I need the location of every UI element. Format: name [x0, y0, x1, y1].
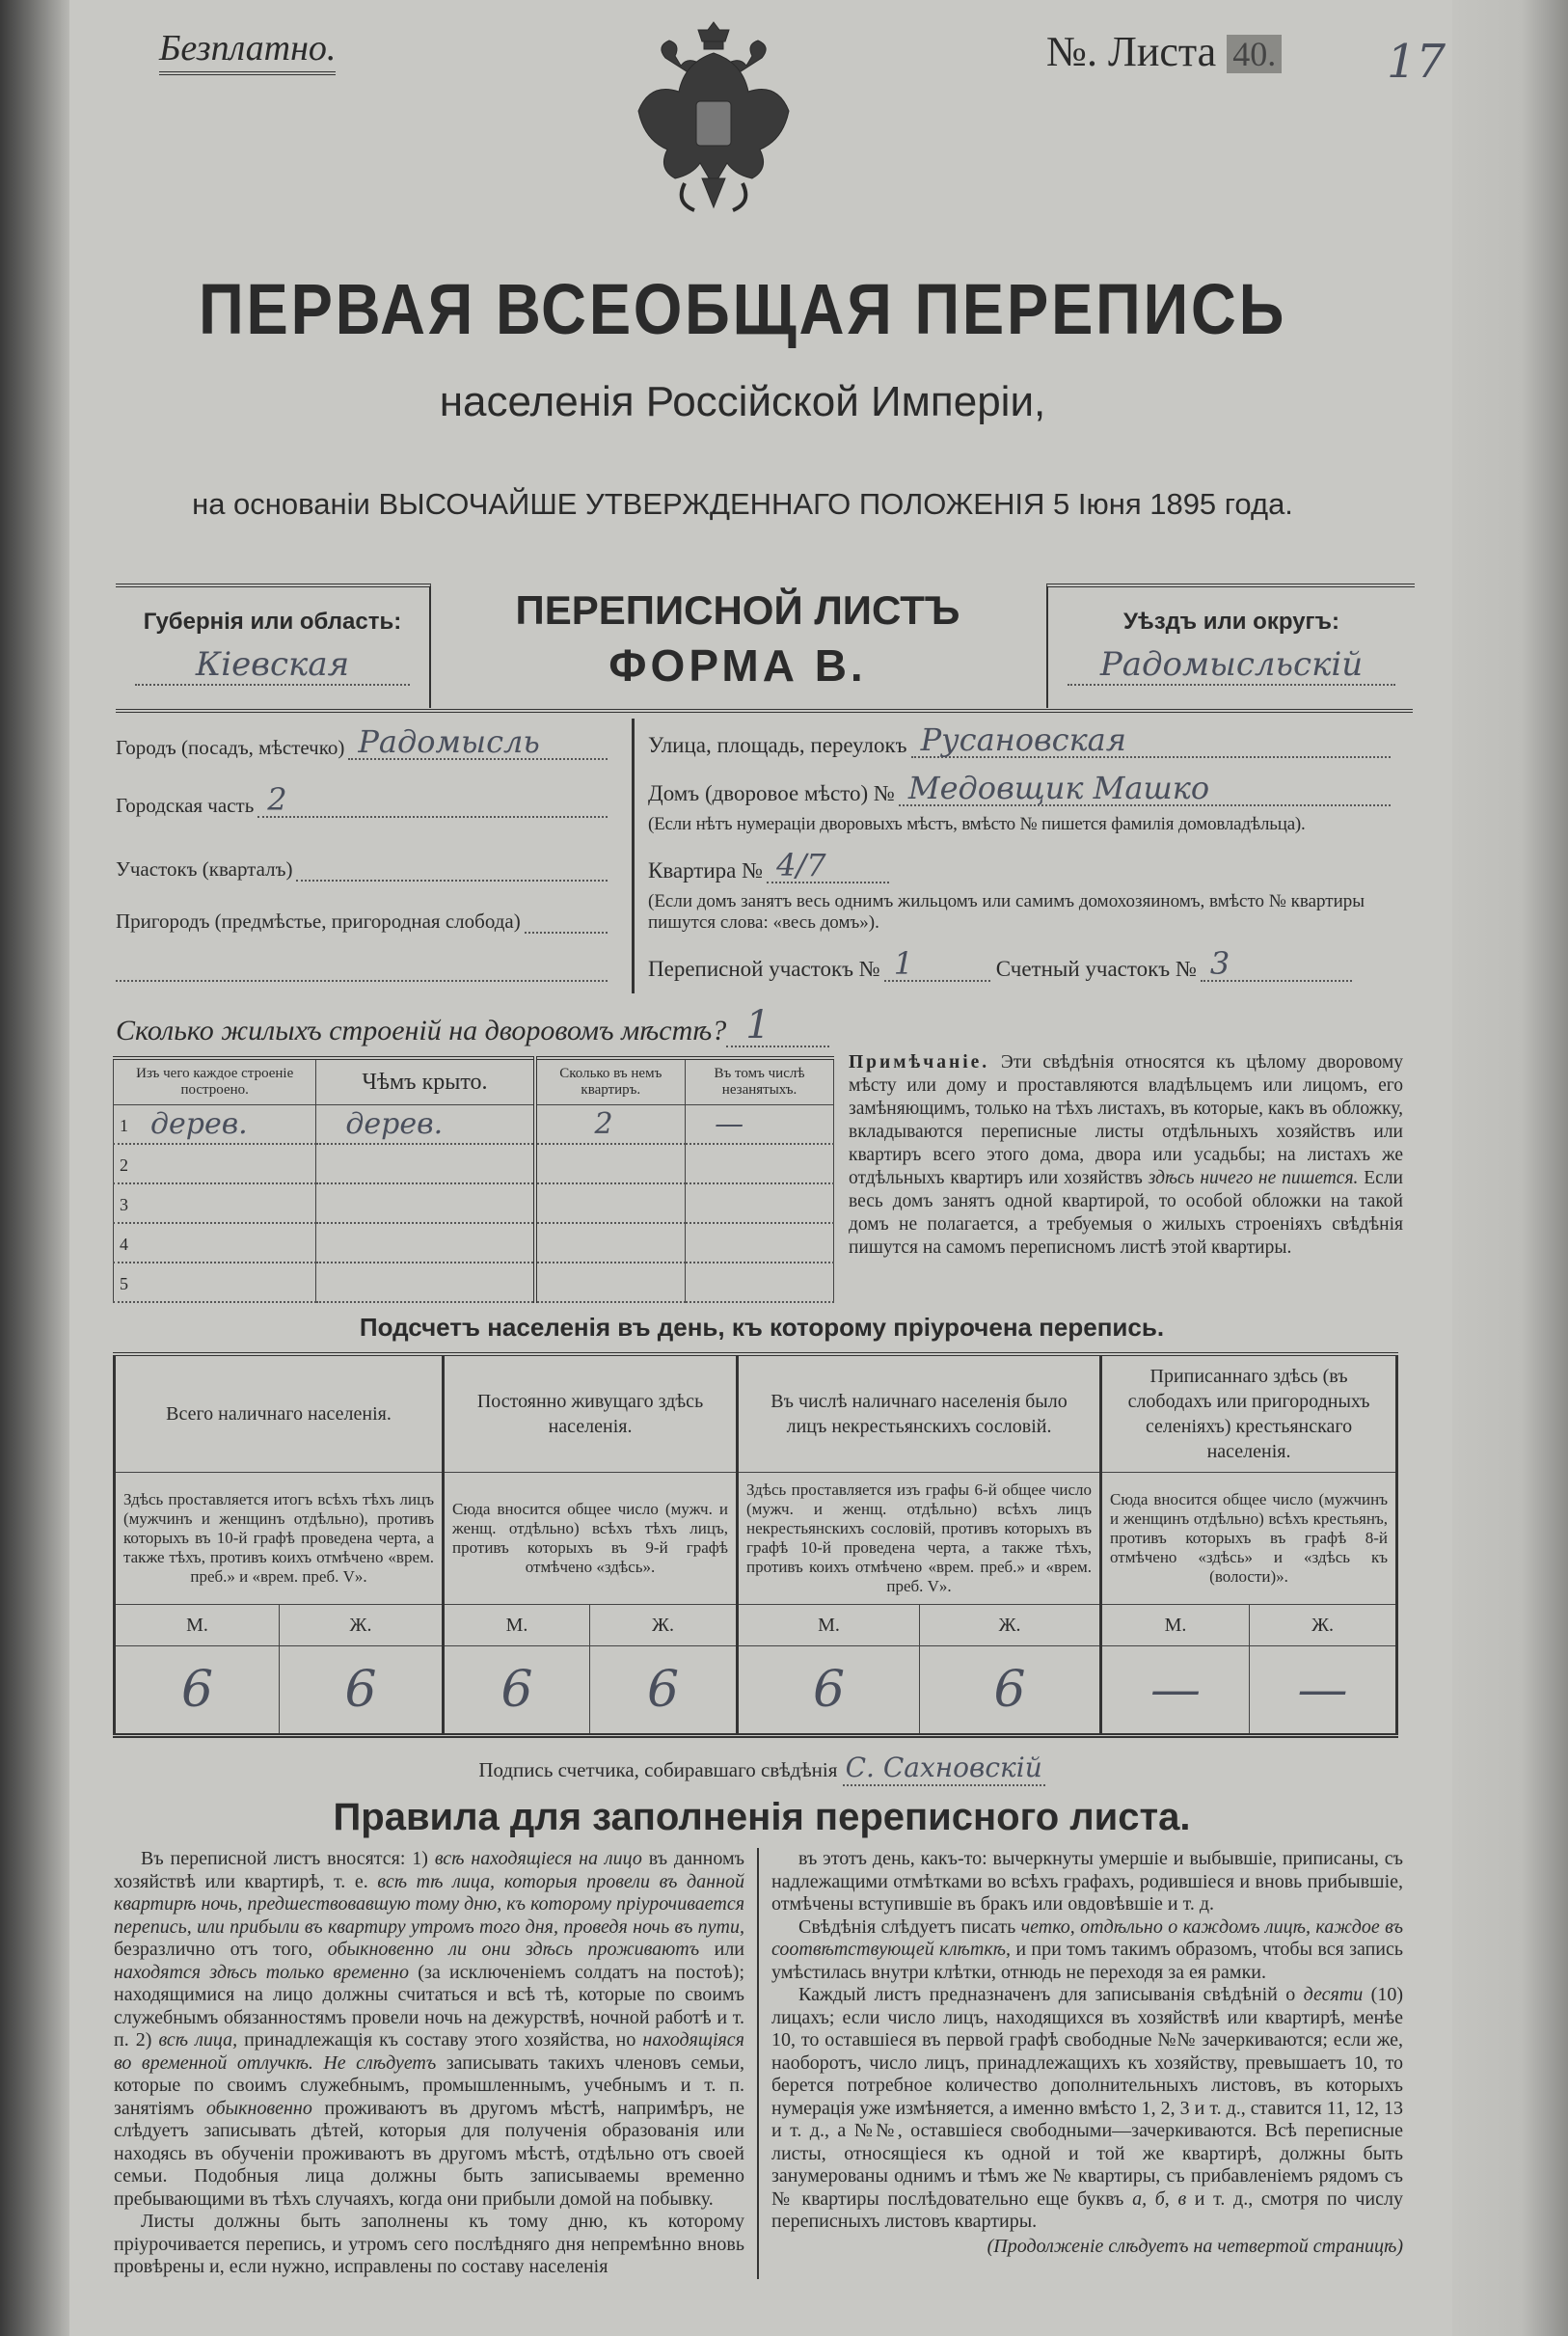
building-row [114, 1263, 834, 1302]
emphasized-text: здѣсь ничего не пишется. [1148, 1168, 1359, 1188]
apartment-field[interactable]: 4/7 [767, 849, 889, 883]
female-count-field[interactable]: 6 [920, 1646, 1101, 1736]
col-apartments: Сколько въ немъ квартиръ. [535, 1058, 686, 1105]
form-title: ПЕРЕПИСНОЙ ЛИСТЪ [515, 587, 960, 633]
text-segment: и т. д., смотря по числу переписныхъ листовъ квартиры. [771, 2187, 1403, 2232]
text-segment: въ этотъ день, какъ-то: вычеркнуты умершіе и выбывшіе, приписаны, съ надлежащими отмѣтками во всѣхъ графахъ, родившіеся и вновь прибывшіе, отмѣчены вступившіе въ бракъ или овдовѣвшіе и т. д. [771, 1848, 1403, 1915]
building-vacant-cell[interactable] [686, 1263, 834, 1302]
rules-paragraph [771, 1984, 1403, 2234]
building-material-cell[interactable] [114, 1263, 316, 1302]
building-material-cell[interactable] [114, 1105, 316, 1145]
suburb-field-continued[interactable] [116, 951, 608, 982]
buildings-count-field[interactable]: 1 [726, 1005, 829, 1047]
suburb-field[interactable] [525, 903, 608, 934]
male-header: М. [738, 1605, 920, 1646]
divider [116, 709, 1413, 713]
legal-basis: на основаніи ВЫСОЧАЙШЕ УТВЕРЖДЕННАГО ПОЛОЖЕНІЯ 5 Іюня 1895 года. [192, 487, 1293, 521]
text-segment: Листы должны быть заполнены къ тому дню, къ которому пріурочивается перепись, и утромъ сего послѣдняго дня непремѣнно вновь провѣрены и, если нужно, исправлены по составу населенія [114, 2211, 744, 2277]
signature-field[interactable]: С. Сахновскій [843, 1752, 1045, 1786]
suburb-row [116, 903, 608, 934]
group-description: Здѣсь проставляется итогъ всѣхъ тѣхъ лицъ (мужчинъ и женщинъ отдѣльно), противъ которыхъ въ 10-й графѣ проведена черта, а также тѣхъ, противъ коихъ отмѣчено «врем. преб.» и «врем. преб. V». [115, 1473, 444, 1605]
column-divider [632, 719, 635, 993]
sheet-number [1046, 27, 1282, 76]
row-number: 2 [120, 1155, 128, 1175]
census-district-label: Переписной участокъ № [648, 957, 880, 981]
city-part-field[interactable]: 2 [257, 783, 608, 818]
group-title: Приписаннаго здѣсь (въ слободахъ или пригородныхъ селеніяхъ) крестьянскаго населенія. [1101, 1354, 1397, 1473]
building-vacant-cell[interactable] [686, 1105, 834, 1145]
city-field[interactable]: Радомысль [348, 725, 608, 760]
female-count-field[interactable]: 6 [590, 1646, 738, 1736]
text-segment: Эти свѣдѣнія относятся къ цѣлому дворовому мѣсту или дому и проставляются владѣльцемъ или лицомъ, его замѣняющимъ, только на тѣхъ листахъ, въ которые, какъ въ обложку, вкладываются переписные листы отдѣльныхъ хозяйствъ или квартиръ всего этого дома, двора или усадьбы; на листахъ же отдѣльныхъ квартиръ или хозяйствъ [849, 1052, 1403, 1188]
page-title: ПЕРВАЯ ВСЕОБЩАЯ ПЕРЕПИСЬ [198, 269, 1287, 349]
rules-paragraph [771, 1916, 1403, 1985]
count-district-label: Счетный участокъ № [995, 957, 1197, 981]
female-header: Ж. [590, 1605, 738, 1646]
province-box [116, 584, 431, 708]
text-segment: (за исключеніемъ солдатъ на постоѣ); находящимися на лицо должны считаться и всѣ тѣ, которые по своимъ служебнымъ обязанностямъ провели ночь на дежурствѣ, ночной работѣ и т. п. 2) [114, 1961, 744, 2051]
col-roof: Чѣмъ крыто. [316, 1058, 535, 1105]
city-part-label: Городская часть [116, 794, 255, 817]
group-description: Здѣсь проставляется изъ графы 6-й общее число (мужч. и женщ. отдѣльно) всѣхъ лицъ некрестьянскихъ сословій, противъ которыхъ въ графѣ 10-й проведена черта, а также тѣхъ, противъ коихъ отмѣчено «врем. преб.» и «врем. преб. V». [738, 1473, 1101, 1605]
population-count-table [113, 1352, 1398, 1738]
emphasized-text: обыкновенно [205, 2097, 312, 2119]
rules-left-column [114, 1848, 744, 2279]
building-roof-cell[interactable] [316, 1105, 535, 1145]
count-heading: Подсчетъ населенія въ день, къ которому пріурочена перепись. [359, 1313, 1165, 1342]
group-title: Въ числѣ наличнаго населенія было лицъ некрестьянскихъ сословій. [738, 1354, 1101, 1473]
buildings-question: Сколько жилыхъ строеній на дворовомъ мѣстѣ? [116, 1015, 727, 1046]
building-apartments-cell[interactable] [535, 1183, 686, 1223]
building-roof-cell[interactable] [316, 1223, 535, 1263]
text-segment: и при томъ такимъ образомъ, чтобы вся запись умѣстилась внутри клѣтки, отнюдь не переходя за ея рамки. [771, 1939, 1404, 1983]
row-number: 4 [120, 1235, 128, 1254]
form-title-block [429, 584, 1046, 692]
signature-row [0, 1752, 1524, 1786]
group-description: Сюда вносится общее число (мужч. и женщ. отдѣльно) всѣхъ тѣхъ лицъ, противъ которыхъ въ 9-й графѣ отмѣчено «здѣсь». [444, 1473, 738, 1605]
male-count-field[interactable]: 6 [444, 1646, 590, 1736]
text-segment: въ данномъ хозяйствѣ или квартирѣ, т. е. [114, 1848, 745, 1892]
province-field[interactable]: Кіевская [135, 645, 410, 686]
building-roof-cell[interactable] [316, 1183, 535, 1223]
house-label: Домъ (дворовое мѣсто) № [648, 781, 895, 805]
group-title: Всего наличнаго населенія. [115, 1354, 444, 1473]
quarter-row [116, 851, 608, 882]
row-number: 3 [120, 1195, 128, 1214]
text-segment: или [699, 1939, 745, 1960]
text-segment: Если весь домъ занятъ одной квартирой, то особой обложки на такой домъ не полагается, а требуемыя о жилыхъ строеніяхъ свѣдѣнія пишутся на самомъ переписномъ листѣ этой квартиры. [849, 1168, 1403, 1258]
sheet-number-value: 40. [1227, 35, 1282, 73]
page-subtitle: населенія Россійской Имперіи, [439, 378, 1046, 425]
male-header: М. [115, 1605, 280, 1646]
female-count-field[interactable]: — [1250, 1646, 1397, 1736]
building-roof-cell[interactable] [316, 1144, 535, 1183]
rules-title: Правила для заполненія переписного листа. [333, 1796, 1191, 1838]
buildings-note [849, 1051, 1403, 1260]
building-apartments-cell[interactable] [535, 1223, 686, 1263]
continued-note: (Продолженіе слѣдуетъ на четвертой страницѣ) [987, 2235, 1403, 2257]
male-header: М. [1101, 1605, 1250, 1646]
building-material-cell[interactable] [114, 1144, 316, 1183]
note-lead: Примѣчаніе. [849, 1052, 990, 1073]
building-row [114, 1105, 834, 1145]
note-text [849, 1052, 1403, 1258]
buildings-table [113, 1056, 834, 1303]
text-segment: безразлично отъ того, [114, 1939, 328, 1960]
district-label: Уѣздъ или округъ: [1122, 609, 1340, 635]
emphasized-text: а, б, в [1132, 2187, 1187, 2210]
emphasized-text: всѣ тѣ лица, которыя провели въ данной квартирѣ ночь, предшествовавшую тому дню, къ которому пріурочивается перепись, или прибыли въ квартиру утромъ того дня, проведя ночь въ пути, [114, 1870, 744, 1938]
suburb-row-2 [116, 951, 608, 982]
province-label: Губернія или область: [143, 609, 402, 635]
text-segment: Въ переписной листъ вносятся: 1) [141, 1848, 435, 1869]
apartment-row [648, 849, 889, 883]
male-count-field[interactable]: 6 [738, 1646, 920, 1736]
group-description: Сюда вносится общее число (мужчинъ и женщинъ отдѣльно) всѣхъ крестьянъ, противъ которыхъ въ графѣ 8-й отмѣчено «здѣсь» и «здѣсь къ (волости)». [1101, 1473, 1397, 1605]
building-material-cell[interactable] [114, 1183, 316, 1223]
building-row [114, 1183, 834, 1223]
row-number: 1 [120, 1116, 128, 1135]
text-segment: проживаютъ въ другомъ мѣстѣ, напримѣръ, не слѣдуетъ записывать дѣтей, которыя для полученія образованія или находясь въ обученіи проживаютъ въ другомъ мѣстѣ, отдѣльно отъ своей семьи. Подобныя лица должны быть записываемы временно пребывающими въ тѣхъ случаяхъ, когда они прибыли домой на побывку. [114, 2097, 744, 2210]
signature-label: Подпись счетчика, собиравшаго свѣдѣнія [478, 1758, 838, 1781]
city-part-row [116, 783, 608, 818]
rules-paragraph [771, 1848, 1403, 1916]
street-label: Улица, площадь, переулокъ [648, 733, 907, 757]
sheet-number-label: №. Листа [1046, 28, 1217, 75]
emphasized-text: всѣ лица, [158, 2029, 238, 2051]
emphasized-text: десяти [1303, 1984, 1364, 2005]
building-row [114, 1144, 834, 1183]
cell-value: 2 [594, 1106, 613, 1141]
house-row [648, 772, 1391, 806]
text-segment: Каждый листъ предназначенъ для записыванія свѣдѣній о [798, 1984, 1304, 2005]
suburb-label: Пригородъ (предмѣстье, пригородная слобода) [116, 910, 521, 933]
building-apartments-cell[interactable] [535, 1144, 686, 1183]
count-district-field[interactable]: 3 [1201, 947, 1352, 982]
female-header: Ж. [1250, 1605, 1397, 1646]
house-note: (Если нѣтъ нумераціи дворовыхъ мѣстъ, вмѣсто № пишется фамилія домовладѣльца). [648, 814, 1306, 834]
lower-section [0, 1312, 1524, 2279]
handwritten-sheet-mark: 17 [1387, 35, 1446, 89]
col-material: Изъ чего каждое строеніе построено. [114, 1058, 316, 1105]
house-field[interactable]: Медовщик Машко [899, 772, 1391, 806]
form-name: ФОРМА В. [608, 640, 867, 691]
double-headed-eagle-icon [627, 14, 800, 222]
building-roof-cell[interactable] [316, 1263, 535, 1302]
emphasized-text: четко, отдѣльно о каждомъ лицѣ, каждое въ соотвѣтствующей клѣткѣ, [771, 1915, 1403, 1960]
apartment-label: Квартира № [648, 858, 764, 883]
emphasized-text: всѣ находящіеся на лицо [434, 1848, 642, 1869]
district-field[interactable]: Радомысльскій [1068, 645, 1395, 686]
census-district-field[interactable]: 1 [884, 947, 990, 982]
male-count-field[interactable]: 6 [115, 1646, 280, 1736]
district-box [1046, 584, 1415, 708]
text-segment: Свѣдѣнія слѣдуетъ писать [798, 1915, 1021, 1938]
col-vacant: Въ томъ числѣ незанятыхъ. [686, 1058, 834, 1105]
text-segment: принадлежащія къ составу этого хозяйства, но [237, 2029, 643, 2051]
city-row [116, 725, 608, 760]
rules-paragraph [114, 2211, 744, 2279]
quarter-label: Участокъ (кварталъ) [116, 857, 293, 881]
building-material-cell[interactable] [114, 1223, 316, 1263]
rules-paragraph [114, 1848, 744, 2211]
quarter-field[interactable] [296, 851, 608, 882]
district-numbers-row [648, 947, 1352, 982]
street-row [648, 723, 1391, 758]
emphasized-text: обыкновенно ли они здѣсь проживаютъ [327, 1939, 700, 1960]
male-count-field[interactable]: — [1101, 1646, 1250, 1736]
apartment-note: (Если домъ занятъ весь однимъ жильцомъ или самимъ домохозяиномъ, вмѣсто № квартиры пишутся слова: «весь домъ»). [648, 891, 1365, 933]
building-apartments-cell[interactable] [535, 1105, 686, 1145]
emphasized-text: находящіяся во временной отлучкѣ. Не слѣдуетъ [114, 2029, 744, 2074]
building-vacant-cell[interactable] [686, 1183, 834, 1223]
female-count-field[interactable]: 6 [280, 1646, 444, 1736]
cell-value: дерев. [345, 1106, 444, 1141]
group-title: Постоянно живущаго здѣсь населенія. [444, 1354, 738, 1473]
rules-divider [757, 1848, 759, 2279]
building-vacant-cell[interactable] [686, 1144, 834, 1183]
cell-value: дерев. [150, 1106, 248, 1141]
emphasized-text: находятся здѣсь только временно [114, 1961, 409, 1983]
building-row [114, 1223, 834, 1263]
cell-value: — [715, 1106, 744, 1141]
row-number: 5 [120, 1274, 128, 1293]
buildings-question-row [116, 1005, 829, 1047]
building-vacant-cell[interactable] [686, 1223, 834, 1263]
street-field[interactable]: Русановская [911, 723, 1391, 758]
female-header: Ж. [280, 1605, 444, 1646]
rules-right-column [771, 1848, 1403, 2279]
text-segment: (10) лицахъ; если число лицъ, находящихся въ хозяйствѣ или квартирѣ, менѣе 10, то оставшіеся въ первой графѣ свободные №№ зачеркиваются; если же, наоборотъ, число лицъ, принадлежащихъ къ хозяйству, превышаетъ 10, то берется потребное количество дополнительныхъ листовъ, въ которыхъ нумерація уже измѣняется, а именно вмѣсто 1, 2, 3 и т. д., ставится 11, 12, 13 и т. д., а №№, оставшіеся свободными—зачеркиваются. Всѣ переписные листы, относящіеся къ одной и той же квартирѣ, должны быть занумерованы однимъ и тѣмъ же № квартиры, съ прибавленіемъ рядомъ съ № квартиры послѣдовательно еще буквъ [771, 1984, 1404, 2210]
rules-columns [114, 1848, 1403, 2279]
building-apartments-cell[interactable] [535, 1263, 686, 1302]
male-header: М. [444, 1605, 590, 1646]
female-header: Ж. [920, 1605, 1101, 1646]
free-of-charge-label: Безплатно. [159, 27, 336, 75]
text-segment: записывать такихъ членовъ семьи, которые по своимъ служебнымъ, промышленнымъ, учебнымъ и т. п. занятіямъ [114, 2051, 744, 2119]
city-label: Городъ (посадъ, мѣстечко) [116, 736, 345, 759]
